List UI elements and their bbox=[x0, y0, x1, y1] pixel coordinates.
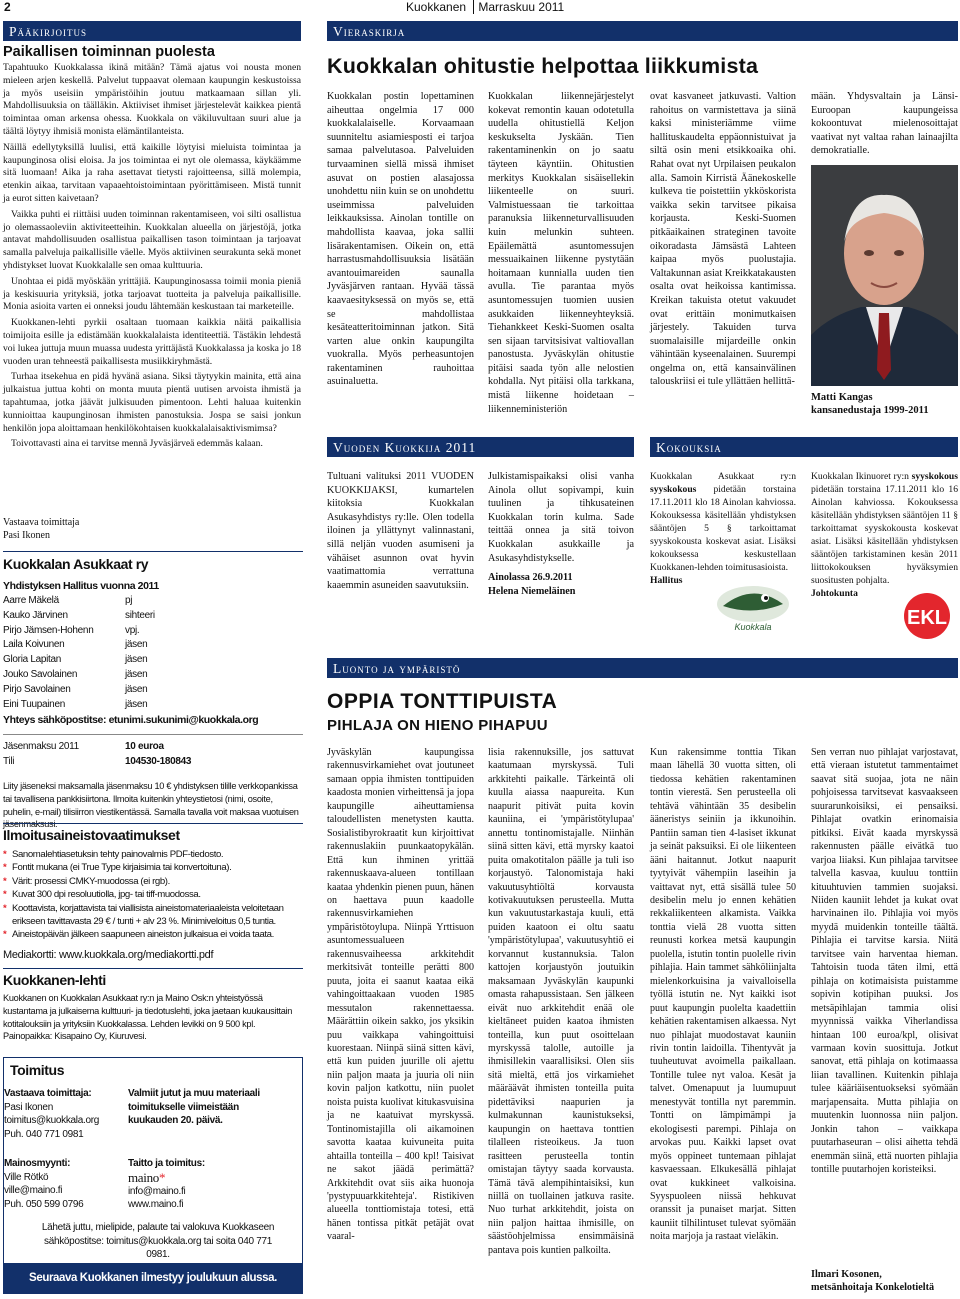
kuokkija-col-1: Tultuani valituksi 2011 VUODEN KUOKKIJAKSI, kumartelen kiitoksia Kuokkalan Asukasyhdistys ry:lle. Olen todella iloinen ja yllättynyt valinnastani, sillä neljän vuoden asumiseni ja vähäiset asunnon ovat hyvin vaatimattomia verrattuna kaaemmin asuneiden saavutuksiin. bbox=[327, 471, 474, 591]
editorial-section-bar: Pääkirjoitus bbox=[3, 21, 301, 41]
association-box bbox=[3, 551, 303, 831]
board-member: Jouko Savolainen jäsen bbox=[3, 668, 148, 680]
ads-contact: Mainosmyynti: Ville Rötkö ville@maino.fi Puh. 050 599 0796 bbox=[4, 1157, 124, 1211]
caption-name: Matti Kangas bbox=[811, 392, 873, 403]
guest-col-2: Kuokkalan liikennejärjestelyt kokevat remontin kauan odotetulla uudella ohitustiellä Keljon keskukselta Jyskään. Tien rakentaminenkin on jo saatu täyteen käyntiin. Ohitustien merkitys Kuokkalan sisäisellekin liikenteelle on suuri. Valmistuessaan tie tarkoittaa paranuksia liikenneturvallisuuden kuin melunkin suhteen. Epäilemättä asuntomessujen messuaikainen liikenne pystytään hoitamaan kunnialla uuden tien avulla. Tie parantaa myös asuntomessujen tuomien uusien asukkaiden liikenneyhteyksiä. Tiehankkeet Keski-Suomen osalta sen sijaan tarvitsisivat valtiovallan panostusta. Jyväskylän ohitustie pitäisi saada työn alle nelostien kohdalla. Nyt pitäisi olla tarkkana, mistä liikenne hoidetaan – liikenneministeriön bbox=[488, 91, 634, 415]
membership-fee: Jäsenmaksu 2011 10 euroa bbox=[3, 741, 164, 753]
bank-account: Tili 104530-180843 bbox=[3, 756, 192, 768]
editorial-staff-box bbox=[3, 1057, 303, 1294]
meetings-col-1: Kuokkalan Asukkaat ry:n syyskokous pidetään torstaina 17.11.2011 klo 18 Ainolan kahviossa. Kokouksessa käsitellään yhdistyksen sääntöjen 5 § tarkoittamat syyskokousta koskevat asiat. Lisäksi kokouksessa keskustellaan Kuokkanen-lehden toimitusasioista. Hallitus bbox=[650, 471, 796, 586]
ad-materials-box bbox=[3, 823, 303, 962]
layout-contact: Taitto ja toimitus: maino* info@maino.fi www.maino.fi bbox=[128, 1157, 278, 1212]
nature-col-3: Kun rakensimme tonttia Tikan maan lähellä 30 vuotta sitten, oli tiedossa kehätien rakentaminen tontin vierestä. Sen perusteella oli tehtävä vähintään 35 desibelin ääneristys seiniin ja ikkunoihin. Pantiin saman tien 4-lasiset ikkunat ja seinät paksuiksi. Ei ole liikenteen ääni haitannut. Jotkut naapurit tyytyivät vähempiin laseihin ja vaittavat nyt, että sisällä tulee 50 desibelin melu jo ennen kehätien rekkaliikenteen alkamista. Vaikka tonttia vielä 28 vuotta sitten reunusti korkea metsä kaupungin puolella, istutin tontin puolelle rivin pihlajia. Hain tammet sähköliinjalta mielenkorkuisina ja vaivalloisella työllä istutin ne. Nyt kaikki isot puut kaupungin puolelta kaadettiin kehätien rakentamisen alkaessa. Nyt nuo pihlajat muodostavat kauniin rivin tontin laidoilla. Tihentyvät ja tuuheutuvat avoimella paikallaan. Tontille tulee nyt valoa. Kesät ja talvet. Omenapuut ja luumupuut menestyvät tontilla nyt paremmin. Tontti on lämpimämpi ja ekologisesti parempi. Pihlaja on arvokas puu. Kaikki lapset ovat myös oppineet tuntemaan pihlajat kasvaessaan. Elkukesällä pihlajat ovat kukkineet valkoisina. Syyspuoleen niissä hehkuvat oranssit ja punaiset marjat. Sitten kauniit tilhilintuset tulevat syömään noita marjoja ja rastaat vieläkin. bbox=[650, 747, 796, 1243]
nature-section-bar: Luonto ja ympäristö bbox=[327, 658, 958, 678]
portrait-photo bbox=[811, 165, 958, 386]
association-email: Yhteys sähköpostitse: etunimi.sukunimi@kuokkala.org bbox=[3, 714, 259, 727]
mascot-icon bbox=[713, 582, 793, 634]
caption-role: kansanedustaja 1999-2011 bbox=[811, 405, 929, 416]
staff-title: Toimitus bbox=[10, 1062, 65, 1078]
mascot-label: Kuokkala bbox=[734, 622, 772, 632]
meetings-sign-1: Hallitus bbox=[650, 575, 683, 586]
guest-section-bar: Vieraskirja bbox=[327, 21, 958, 41]
editorial-body bbox=[3, 62, 301, 454]
kuokkija-col-2: Julkistamispaikaksi olisi vanha Ainola ollut sopivampi, kuin tuulinen ja tihkusateinen Kuokkalan torin kulma. Sade teittää onnea ja sitä toivon Kuokkalan asukkaille ja Asukasyhdistykselle. bbox=[488, 471, 634, 564]
ad-materials-title: Ilmoitusaineistovaatimukset bbox=[3, 827, 180, 843]
editorial-paragraph: Unohtaa ei pidä myöskään yrittäjiä. Kaupunginosassa toimii monia pieniä ja keskisuuria yrityksiä, jotka tarjoavat tuotteita ja palveluja paikallisille. Monia asioita varten ei onneksi joudu lähtemään keskustaan tai marketeille. bbox=[3, 275, 301, 313]
layout-email[interactable]: info@maino.fi bbox=[128, 1185, 186, 1197]
editor-email[interactable]: toimitus@kuokkala.org bbox=[4, 1115, 100, 1126]
ekl-logo-icon bbox=[899, 592, 955, 640]
ad-requirement: * Fontit mukana (ei True Type kirjaisimia tai konvertoituna). bbox=[3, 861, 303, 874]
printer-info: Painopaikka: Kisapaino Oy, Kiuruvesi. bbox=[3, 1031, 147, 1042]
kuokkija-section-bar: Vuoden Kuokkija 2011 bbox=[327, 437, 634, 457]
issue-date: Marraskuu 2011 bbox=[478, 0, 565, 14]
ads-email[interactable]: ville@maino.fi bbox=[4, 1185, 63, 1196]
guest-col-1: Kuokkalan postin lopettaminen aiheuttaa ongelmia 17 000 kuokkalalaiselle. Korvaamaan suunniteltu asiamiesposti ei tarjoa samaa palvelutasoa. Palveluiden turvaaminen siellä missä ihmiset asuvat on postien alasajossa unohdettu niin kuin se on unohdettu useimmissa palveluiden leikkauksissa. Ainolan tontille on mahdollista kaavaa, joka sallii lisärakentamisen. Oikein on, että harrastusmahdollisuuksia lisätään avantouimareiden saunalla Jyväsjärven rantaan. Hyvää tässä kaavaesityksessä on myös se, että se mahdollistaa kesäteatteritoiminnan jatkon. Sitä varten alue onkin kaupungilta vuokralla. Myös perheasuntojen rakentaminen rauhoittaa asuinaluetta. bbox=[327, 91, 474, 388]
nature-col-4: Sen verran nuo pihlajat varjostavat, että vieraan istutetut tammentaimet saavat sitä suojaa, jota ne näin pohjoisessa tarvitsevat kasvaakseen suurarunkoisiksi, ei pensaiksi. Pihlajat ovatkin erinomaisia pitkiksi. Eivät kaada myrskyssä rakennusten päälle eivätkä tuo varjoa liiaksi. Kun pihlajaa tarvitsee talvella kasvaa, kuuluu tonttiin kituuhtuvien tammien suojaksi. Niiden kauniit lehdet ja kukat ovat harvinainen ilo. Pihlajia voi myös myydä muidenkin tonteille täältä. Pihlajia ei tarvitse karsia. Niitä tarvitsee vain harventaa hieman. Tahtoisin tuoda täten ilmi, että pihlaja on kotimaisista puistamme sopivin kotipihan puuksi. Jos metsäpihlajan tammia olisi myynnissä vaikka Viherlandissa hintaan 100 euroa/kpl, olisivat varmaan kovin suosittuja. Jotkut sanovat, että pihlaja on kotimaassa liian tavallinen. Kuitenkin pihlaja tulee kääriäisentuokseksi syömään marjapensaita. Mutta pihlajia on muutenkin luonnossa niin paljon. Jonkin tahon – vaikkapa puutarhaseuran – olisi aihetta tehdä enemmän siinä, että nuorten pihlajia tontille puutarhojen koristeiksi. bbox=[811, 747, 958, 1176]
association-title: Kuokkalan Asukkaat ry bbox=[3, 556, 149, 572]
editorial-paragraph: Kuokkanen-lehti pyrkii osaltaan tuomaan kaikkia näitä paikallisia toimijoita esille ja edistämään kuokkalalaista identiteettiä. Tästäkin lehdestä voi lukea juttuja muun muassa uudesta yrittäjästä Kuokkalassa ja koska jo 18 vuoden uran tehneestä paikallisesta musiikkiryhmästä. bbox=[3, 317, 301, 367]
meetings-col-2: Kuokkalan Ikinuoret ry:n syyskokous pidetään torstaina 17.11.2011 klo 16 Ainolan kahviossa. Kokouksessa käsitellään yhdistyksen sääntöjen 11 § tarkoittamat syyskokousta koskevat asiat. Lisäksi käsitellään yhdistyksen sääntöjen tarkistaminen kesän 2011 liittokokouksen hyväksymien suositusten pohjalta. Johtokunta bbox=[811, 471, 958, 599]
board-member: Pirjo Jämsen-Hohenn vpj. bbox=[3, 624, 140, 636]
media-card-link[interactable]: Mediakortti: www.kuokkala.org/mediakortti.pdf bbox=[3, 948, 214, 961]
editor-contact: Vastaava toimittaja: Pasi Ikonen toimitus@kuokkala.org Puh. 040 771 0981 bbox=[4, 1087, 124, 1141]
ad-requirement: * Sanomalehtiasetuksin tehty painovalmis PDF-tiedosto. bbox=[3, 848, 303, 861]
nature-col-2: lisia rakennuksille, jos sattuvat kaatumaan myrskyssä. Tuli arkkitehti paikalle. Tärkeintä oli kuulla aiassa naapureita. Kun naapurit pitivät puita kovin kauniina, ei 'ympäristötylupaa' annettu tontinomistajalle. Niinhän siinä sitten kävi, että myrsky kaatoi puita omakotitalon päälle ja tuli iso korjaustyö. Talonomistaja haki vakuutusyhtiöltä korvausta kotivakuutuksen perusteella. Mutta kun vakuutustarkastaja kuuli, että puiden kaatoon ei oltu saatu 'ympäristötylupaa', vakuutusyhtiö ei korvannut kustannuksia. Talon kattojen korjaustyön joutuikin maksamaan Jyväskylän kaupunki omasta rahapussistaan. Sen jälkeen eivät nuo arkkitehdit enää ole kieltäneet puiden kaatoa ihmisten tonteilla, kun puut osoittelaan myrskyssä talolle, autoille ja ihmisillekin vaarallisiksi. Olen siis sitä mieltä, että jos virkamiehet määräävät ihmisten tonteilla puita pidettäviksi naapurien ja kulmakunnan kaunistukseksi, kaupungin on haettava tonttien tilalleen risteoikeus. Ja tuon rasitteen perusteella tontin omistajan täytyy saada korvausta. Tämä tävä alempihintaisiksi, kun niillä on tuollainen jatkuva rasite. Nuo turhat arkkitehdit, joista on niin paljon haittaa ihmisille, on säästöohjelmissa ensimmäisinä pantava pois kuntien palkoilta. bbox=[488, 747, 634, 1256]
editorial-paragraph: Tapahtuuko Kuokkalassa ikinä mitään? Tämä ajatus voi nousta monen mieleen arjen keskellä. Palvelut tuppaavat olemaan kaupungin keskustoissa ja myös useisiin ympäristöihin joutuu matkaamaan sillan yli. Mahdollisuuksia on täälläkin. Aktiiviset ihmiset järjestelevät kaikkea pientä toimintaa oman arkensa ohessa. Kuokkala on väkiluvultaan suuri alue ja täältä löytyy ihmisiä monista elämäntilanteista. bbox=[3, 62, 301, 137]
paper-info-title: Kuokkanen-lehti bbox=[3, 972, 106, 988]
kuokkija-signer: Helena Niemeläinen bbox=[488, 585, 576, 597]
portrait-caption bbox=[811, 391, 958, 417]
board-member: Laila Koivunen jäsen bbox=[3, 639, 148, 651]
ad-requirement: * Aineistopäivän jälkeen saapuneen aineiston julkaisua ei voida taata. bbox=[3, 928, 303, 941]
guest-title: Kuokkalan ohitustie helpottaa liikkumista bbox=[327, 54, 759, 78]
signature-role: Vastaava toimittaja bbox=[3, 517, 80, 528]
nature-sign-role: metsänhoitaja Konkelotieltä bbox=[811, 1282, 935, 1293]
editorial-paragraph: Näillä edellytyksillä luulisi, että kaikille löytyisi mieluista toimintaa ja kaupunginosa olisi eloisa. Ja jos toimintaa ei nyt ole olemassa, käykäämme sitä luomaan! Aika ja raha asettavat tietysti rajoitteensa, sillä molempia, etenkin aikaa, tarvitaan vapaaehtoistoimintaan pyörittämiseen. Mistä tunnit ja eurot sitten kaivetaan? bbox=[3, 141, 301, 204]
editorial-signature bbox=[3, 516, 79, 542]
nature-sign-name: Ilmari Kosonen, bbox=[811, 1269, 882, 1280]
editorial-paragraph: Vaikka puhti ei riittäisi uuden toiminnan rakentamiseen, voi silti osallistua jo olemassaoleviin aktiviteetteihin. Kuokkalan alueella on järjestöjä, jotka antavat mahdollisuuden osallistua paikallisen tason toimintaan ja tarjoavat samalla palveluja paikallisille väelle. Myös aktiivinen seurakunta sekä monet yhdistykset luovat Kuokkalalle sen omaa kulttuuria. bbox=[3, 208, 301, 271]
page-number: 2 bbox=[4, 0, 11, 14]
kuokkija-col-2-wrap bbox=[488, 470, 634, 598]
nature-signature bbox=[811, 1268, 958, 1294]
board-member: Pirjo Savolainen jäsen bbox=[3, 683, 148, 695]
paper-info-box bbox=[3, 968, 303, 1043]
board-title: Yhdistyksen Hallitus vuonna 2011 bbox=[3, 580, 159, 592]
ad-requirement: * Värit: prosessi CMKY-muodossa (ei rgb). bbox=[3, 875, 303, 888]
publication-name: Kuokkanen bbox=[406, 0, 467, 14]
running-header bbox=[406, 0, 564, 14]
ad-requirement: * Koottavista, korjattavista tai viallisista aineistomateriaaleista veloitetaan erikseen tavittavasta 29 € / tunti + alv 23 %. Minimiveloitus 0,5 tuntia. bbox=[3, 902, 303, 929]
next-issue-banner: Seuraava Kuokkanen ilmestyy joulukuun alussa. bbox=[4, 1263, 302, 1293]
guest-col-4: mään. Yhdysvaltain ja Länsi-Euroopan kaupungeissa kokoontuvat mielenosoittajat vaativat nyt valtaa rahan lainaajilta demokratialle. bbox=[811, 91, 958, 157]
layout-web[interactable]: www.maino.fi bbox=[128, 1199, 184, 1210]
meetings-sign-2: Johtokunta bbox=[811, 588, 858, 599]
membership-note: Liity jäseneksi maksamalla jäsenmaksu 10 € yhdistyksen tilille verkkopankissa tai tavallisena pankkisiirtona. Ilmoita kuitenkin yhteystietosi (nimi, osoite, puhelin, e-mail) tilisiirron viestikentässä. Samalla tavalla voit maksaa vuotuisen jäsenmaksusi. bbox=[3, 780, 299, 830]
submit-note: Lähetä juttu, mielipide, palaute tai valokuva Kuokkaseen sähköpostitse: toimitus@kuokkala.org tai soita 040 771 0981. bbox=[41, 1222, 275, 1260]
nature-subtitle: PIHLAJA ON HIENO PIHAPUU bbox=[327, 717, 548, 734]
ad-requirement: * Kuvat 300 dpi resoluutiolla, jpg- tai tiff-muodossa. bbox=[3, 888, 303, 901]
kuokkala-mascot bbox=[713, 582, 793, 634]
nature-title: OPPIA TONTTIPUISTA bbox=[327, 690, 558, 713]
meetings-section-bar: Kokouksia bbox=[650, 437, 958, 457]
guest-col-3: ovat kasvaneet jatkuvasti. Valtion rahoitus on varmistettava ja siinä kaksi ministeriämme viime hallituskaudelta eppäonnistuivat ja siltä osin meni etsikkoaika ohi. Rahat ovat nyt Urpilaisen peukalon alla. Samoin Kirristä Äänekoskelle kulkeva tie poistettiin ykköskorista vaikka sekin tarvitsee pikaisa korjausta. Keski-Suomen pitkäaikainen strateginen tavoite oikoradasta Jämsästä Lahteen kaipaa myös puolustajia. Valtakunnan asiat Kreikkatakausten osalta ovat heikoissa kantimissa. Kreikan takuista otetut vakuudet ovat erittäin monimutkaisen järjestely. Takuiden turva suomalaisille mijardeille onkin vähintään kyseenalainen. Suurempi ongelma on, että kansainvälinen talouskriisi ei tule yllättäen hellittä- bbox=[650, 91, 796, 388]
ekl-logo-text: EKL bbox=[907, 607, 947, 629]
board-member: Aarre Mäkelä pj bbox=[3, 595, 133, 606]
ekl-logo bbox=[899, 592, 955, 640]
editorial-paragraph: Toivottavasti aina ei tarvitse mennä Jyväsjärveä edemmäs kalaan. bbox=[11, 438, 263, 450]
signature-name: Pasi Ikonen bbox=[3, 530, 50, 541]
maino-logo: maino* bbox=[128, 1169, 166, 1185]
editorial-paragraph: Turhaa itsekehua en pidä hyvänä asiana. Siksi täytyykin mainita, että aina julkaistua juttua kohti on monta muuta pientä uutisen arvoista ihmistä ja tapahtumaa, jotka jäävät julkisuuden pimentoon. Lehti haluaa kuitenkin kunnioittaa kaupunginosan ihmisten panostuksia. Jospa se saisi jonkun henkilön jopa aloittamaan henkilökohtaisen kuokkalalaisaktivismimsa? bbox=[3, 371, 301, 434]
portrait-image bbox=[811, 165, 958, 386]
asterisk-icon: * bbox=[159, 1169, 166, 1185]
paper-info-text: Kuokkanen on Kuokkalan Asukkaat ry:n ja Maino Osk:n yhteistyössä kustantama ja julkaisema kulttuuri- ja tiedotuslehti, joka jaetaan kuukausittain kotitalouksiin ja yrityksiin Kuokkalassa. Lehden levikki on 9 500 kpl. bbox=[3, 993, 293, 1029]
editorial-title: Paikallisen toiminnan puolesta bbox=[3, 44, 215, 60]
deadline-note: Valmiit jutut ja muu materiaali toimitukselle viimeistään kuukauden 20. päivä. bbox=[128, 1088, 260, 1126]
board-member: Kauko Järvinen sihteeri bbox=[3, 609, 155, 621]
nature-col-1: Jyväskylän kaupungissa rakennusvirkamiehet ovat joutuneet samaan oppia ihmisten tonttipuiden kaadosta monien virheittensä ja jopa kaupungille aiheuttamiensa taloudellisten menetysten kautta. Sosialistibyrokraatit kun kirjoittivat rakennuslakiin puunkaatopykälän. Että kun ihminen yrittää rakennuskaava-alueen tontillaan kaataa yhdenkin pienen puun, hänen on haettava puun kaadolle rakennusvirkamiehen ympäristötoylupa. Niinpä Yrttisuon asuntomessualueen rakennusvaiheessa arkkitehdit merkitsivät tonteille perätti 800 puuta, joita ei saanut kaataa eikä vahingoittaakaan vuoden 1985 messutalon rakennettaessa. Määrättiin oikein sakko, jos yksikin puu vaikkapa vahingoittuisi kuorestaan. Niinpä siinä sitten kävi, että kun puiden juurille oli ajettu niin paljon maata ja juuria oli niin kovin paljon katkottu, niin puolet noista puista kuolivat kitukasvuisina ja ne kaatuivat myrskyssä. Tontinomistajilla oli aikamoinen savotta kaataa kuivuneita puita ahtailla tonteilla – 400 kpl! Taisivat ne sakot jäädä perimättä? Arkkitehdit ovat siis aika huonoja 'pystypuuarkkitehteja'. Ristikiven alueella tonttiomistaja totesi, että hänen tontissa pitkät petäjät ovat vaaral- bbox=[327, 747, 474, 1243]
board-member: Eini Tuupainen jäsen bbox=[3, 698, 148, 710]
board-member: Gloria Lapitan jäsen bbox=[3, 654, 148, 666]
kuokkija-place-date: Ainolassa 26.9.2011 bbox=[488, 572, 573, 584]
